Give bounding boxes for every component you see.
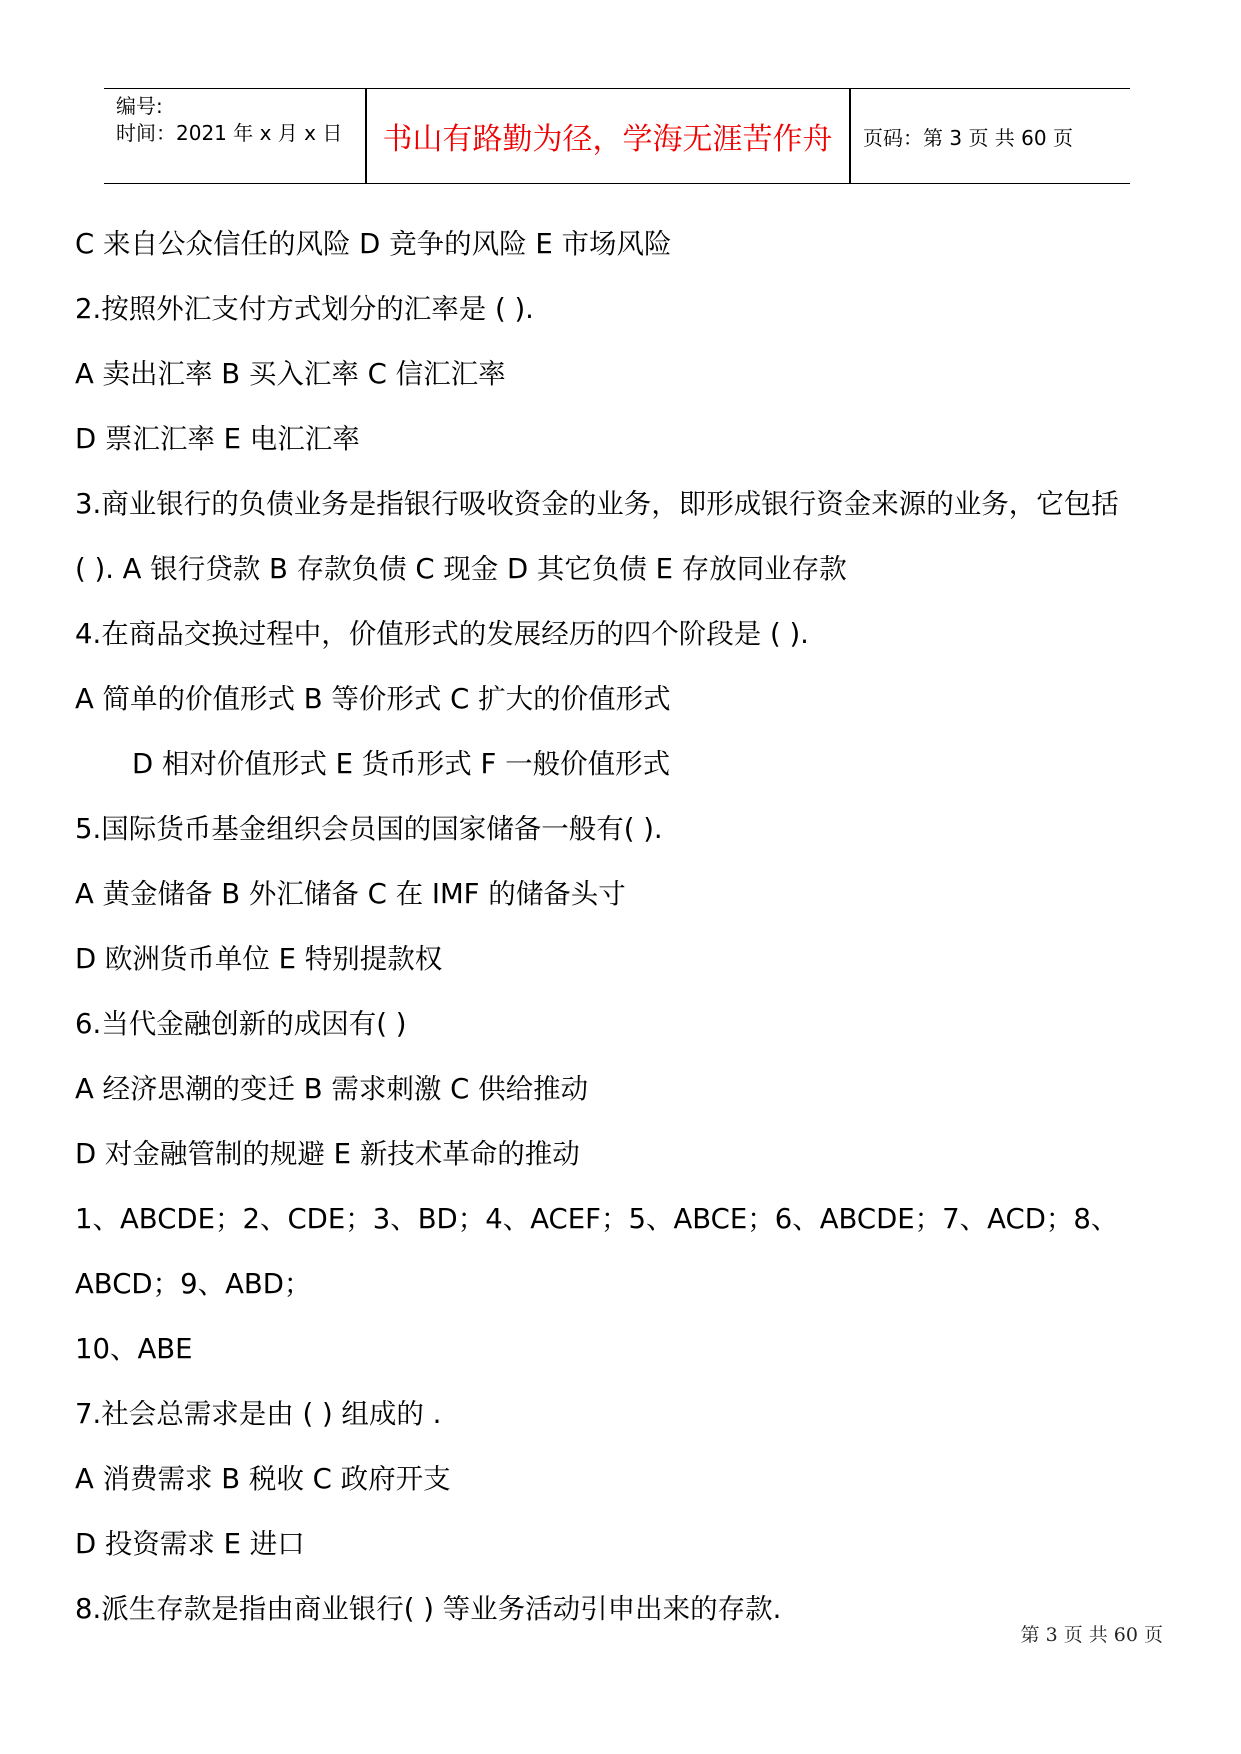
question-line: 3.商业银行的负债业务是指银行吸收资金的业务，即形成银行资金来源的业务，它包括 (75, 488, 1119, 520)
text-line: C 来自公众信任的风险 D 竞争的风险 E 市场风险 (75, 228, 672, 260)
answer-line: 10、ABE (75, 1333, 193, 1365)
option-line: A 消费需求 B 税收 C 政府开支 (75, 1463, 451, 1495)
option-line: D 欧洲货币单位 E 特别提款权 (75, 943, 443, 975)
question-line: 8.派生存款是指由商业银行( ) 等业务活动引申出来的存款. (75, 1593, 782, 1625)
time-label: 时间：2021 年 x 月 x 日 (116, 121, 343, 145)
header-divider (849, 89, 851, 183)
option-line: D 投资需求 E 进口 (75, 1528, 305, 1560)
question-line: 2.按照外汇支付方式划分的汇率是 ( ). (75, 293, 534, 325)
question-line: 7.社会总需求是由 ( ) 组成的 . (75, 1398, 442, 1430)
option-line: D 票汇汇率 E 电汇汇率 (75, 423, 360, 455)
number-label: 编号: (116, 94, 163, 118)
option-line: ( ). A 银行贷款 B 存款负债 C 现金 D 其它负债 E 存放同业存款 (75, 553, 847, 585)
option-line: A 黄金储备 B 外汇储备 C 在 IMF 的储备头寸 (75, 878, 626, 910)
document-body (75, 212, 1185, 1642)
question-line: 5.国际货币基金组织会员国的国家储备一般有( ). (75, 813, 663, 845)
option-line: A 卖出汇率 B 买入汇率 C 信汇汇率 (75, 358, 506, 390)
option-line: A 简单的价值形式 B 等价形式 C 扩大的价值形式 (75, 683, 671, 715)
header-motto: 书山有路勤为径，学海无涯苦作舟 (382, 122, 833, 157)
answer-line: ABCD；9、ABD； (75, 1268, 312, 1300)
option-line: D 对金融管制的规避 E 新技术革命的推动 (75, 1138, 580, 1170)
header-page-code: 页码：第 3 页 共 60 页 (863, 125, 1073, 150)
question-line: 6.当代金融创新的成因有( ) (75, 1008, 407, 1040)
header-table (104, 88, 1130, 184)
question-line: 4.在商品交换过程中，价值形式的发展经历的四个阶段是 ( ). (75, 618, 809, 650)
header-meta (116, 93, 342, 147)
option-line: A 经济思潮的变迁 B 需求刺激 C 供给推动 (75, 1073, 589, 1105)
page-footer: 第 3 页 共 60 页 (1020, 1624, 1163, 1646)
answer-line: 1、ABCDE；2、CDE；3、BD；4、ACEF；5、ABCE；6、ABCDE；7、ACD；8、 (75, 1203, 1119, 1235)
option-line: D 相对价值形式 E 货币形式 F 一般价值形式 (132, 748, 671, 780)
